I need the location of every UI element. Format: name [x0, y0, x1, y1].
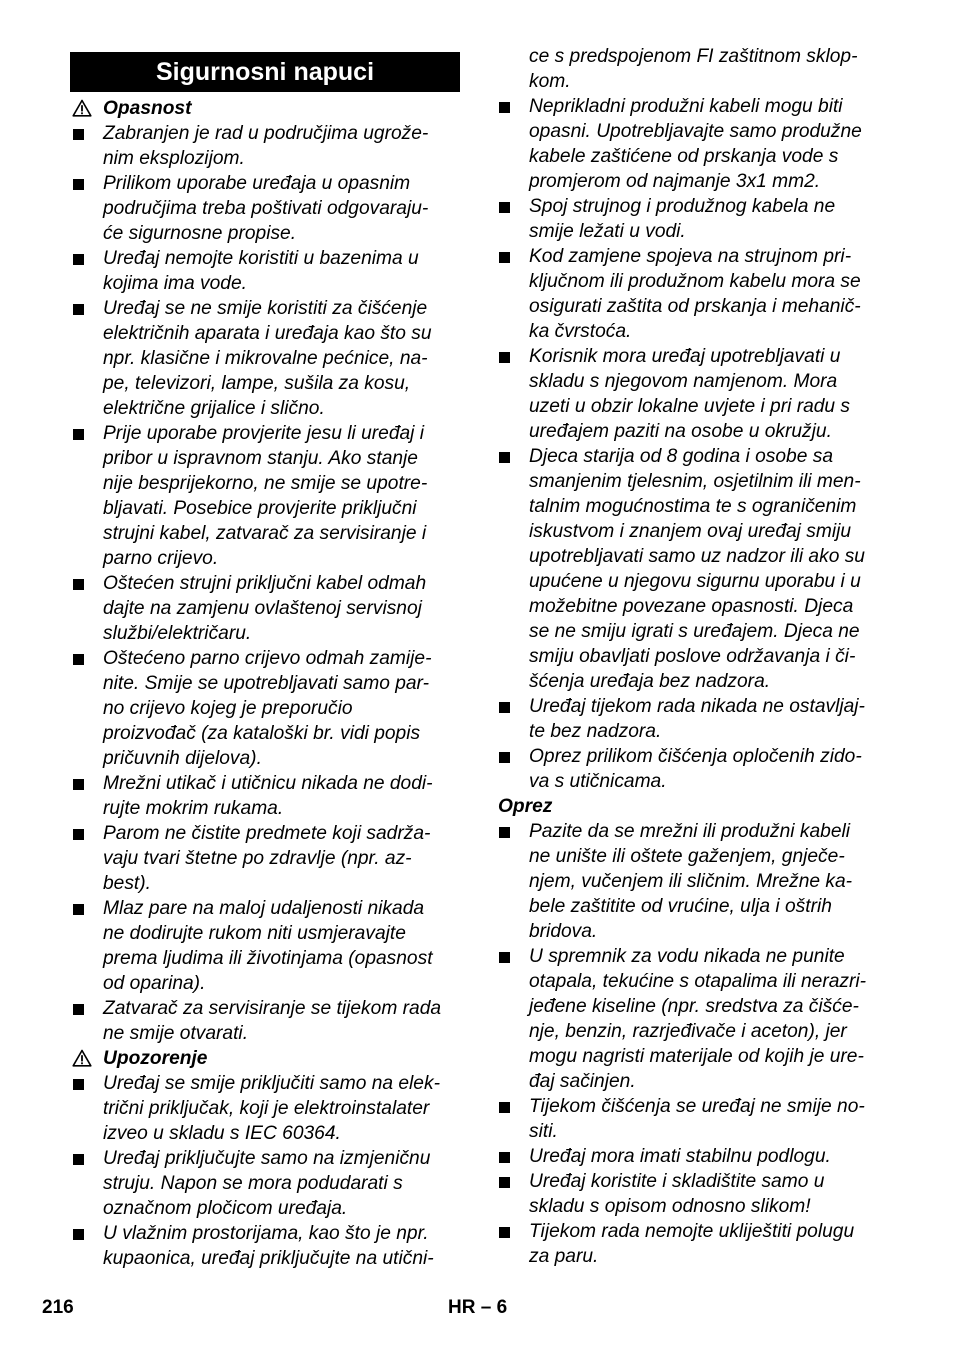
- list-item: [496, 944, 886, 1094]
- text-line: siti.: [529, 1121, 558, 1142]
- text-line: Uređaj koristite i skladištite samo u: [529, 1171, 825, 1192]
- list-item: [496, 1144, 886, 1169]
- text-line: će sigurnosne propise.: [103, 223, 297, 244]
- text-line: Prilikom uporabe uređaja u opasnim: [103, 173, 411, 194]
- text-line: Tijekom rada nemojte ukliještiti polugu: [529, 1221, 855, 1242]
- square-bullet-icon: [499, 1227, 510, 1238]
- text-line: ne unište ili oštete gaženjem, gnječe-: [529, 846, 845, 867]
- text-line: Oprez prilikom čišćenja opločenih zido-: [529, 746, 862, 767]
- list-item: [70, 1146, 460, 1221]
- text-line: izveo u skladu s IEC 60364.: [103, 1123, 341, 1144]
- square-bullet-icon: [499, 827, 510, 838]
- text-line: Oštećen strujni priključni kabel odmah: [103, 573, 427, 594]
- text-line: Zabranjen je rad u područjima ugrože-: [103, 123, 429, 144]
- text-line: prema ljudima ili životinjama (opasnost: [103, 948, 433, 969]
- text-line: bridova.: [529, 921, 598, 942]
- text-line: Upozorenje: [103, 1048, 208, 1069]
- text-line: njem, vučenjem ili sličnim. Mrežne ka-: [529, 871, 853, 892]
- square-bullet-icon: [73, 1079, 84, 1090]
- text-line: smiju obavljati poslove održavanja i či-: [529, 646, 856, 667]
- text-line: ključnom ili produžnom kabelu mora se: [529, 271, 861, 292]
- list-item: [70, 1221, 460, 1271]
- text-line: ce s predspojenom FI zaštitnom sklop-: [529, 46, 858, 67]
- text-line: kojima ima vode.: [103, 273, 247, 294]
- text-line: Uređaj nemojte koristiti u bazenima u: [103, 248, 419, 269]
- text-line: jeđene kiseline (npr. sredstva za čišće-: [529, 996, 859, 1017]
- text-line: Uređaj tijekom rada nikada ne ostavljaj-: [529, 696, 865, 717]
- square-bullet-icon: [499, 1152, 510, 1163]
- list-item: [496, 1094, 886, 1144]
- list-item: [70, 646, 460, 771]
- text-line: vaju tvari štetne po zdravlje (npr. az-: [103, 848, 412, 869]
- text-line: smije ležati u vodi.: [529, 221, 686, 242]
- square-bullet-icon: [499, 352, 510, 363]
- text-line: možebitne povezane opasnosti. Djeca: [529, 596, 854, 617]
- list-item: [496, 244, 886, 344]
- text-line: Korisnik mora uređaj upotrebljavati u: [529, 346, 841, 367]
- text-line: područjima treba poštivati odgovaraju-: [103, 198, 429, 219]
- text-line: opasni. Upotrebljavajte samo produžne: [529, 121, 862, 142]
- list-item: [496, 694, 886, 744]
- text-line: za paru.: [529, 1246, 599, 1267]
- text-line: skladu s opisom odnosno slikom!: [529, 1196, 811, 1217]
- text-line: proizvođač (za kataloški br. vidi popis: [103, 723, 421, 744]
- square-bullet-icon: [499, 252, 510, 263]
- text-line: te bez nadzora.: [529, 721, 662, 742]
- text-line: otapala, tekućine s otapalima ili nerazri-: [529, 971, 867, 992]
- text-line: Parom ne čistite predmete koji sadrža-: [103, 823, 431, 844]
- text-line: Djeca starija od 8 godina i osobe sa: [529, 446, 833, 467]
- list-item: [496, 444, 886, 694]
- text-line: struju. Napon se mora podudarati s: [103, 1173, 403, 1194]
- text-line: Oprez: [498, 796, 553, 817]
- square-bullet-icon: [73, 1004, 84, 1015]
- section-title: Sigurnosni napuci: [70, 52, 460, 92]
- text-line: nim eksplozijom.: [103, 148, 245, 169]
- text-line: pričuvnih dijelova).: [103, 748, 262, 769]
- square-bullet-icon: [499, 452, 510, 463]
- warning-heading: [70, 1046, 460, 1071]
- square-bullet-icon: [499, 1102, 510, 1113]
- warning-triangle-icon: [72, 1049, 92, 1067]
- text-line: Spoj strujnog i produžnog kabela ne: [529, 196, 836, 217]
- text-line: bljavati. Posebice provjerite priključni: [103, 498, 417, 519]
- text-line: Zatvarač za servisiranje se tijekom rada: [103, 998, 442, 1019]
- text-line: npr. klasične i mikrovalne pećnice, na-: [103, 348, 428, 369]
- text-line: uzeti u obzir lokalne uvjete i pri radu s: [529, 396, 851, 417]
- list-item: [496, 344, 886, 444]
- square-bullet-icon: [73, 1229, 84, 1240]
- text-line: dajte na zamjenu ovlaštenoj servisnoj: [103, 598, 422, 619]
- text-line: nje, benzin, razrjeđivače i aceton), jer: [529, 1021, 847, 1042]
- list-item: [70, 296, 460, 421]
- text-line: U vlažnim prostorijama, kao što je npr.: [103, 1223, 429, 1244]
- square-bullet-icon: [499, 702, 510, 713]
- text-line: Kod zamjene spojeva na strujnom pri-: [529, 246, 852, 267]
- text-line: Uređaj se smije priključiti samo na elek-: [103, 1073, 440, 1094]
- square-bullet-icon: [499, 202, 510, 213]
- list-item: [70, 121, 460, 171]
- text-line: strujni kabel, zatvarač za servisiranje i: [103, 523, 427, 544]
- square-bullet-icon: [499, 102, 510, 113]
- text-line: U spremnik za vodu nikada ne punite: [529, 946, 845, 967]
- text-line: promjerom od najmanje 3x1 mm2.: [529, 171, 821, 192]
- text-line: best).: [103, 873, 151, 894]
- text-line: ne smije otvarati.: [103, 1023, 249, 1044]
- text-line: službi/električaru.: [103, 623, 252, 644]
- list-item: [496, 94, 886, 194]
- text-line: talnim mogućnostima te s ograničenim: [529, 496, 857, 517]
- square-bullet-icon: [73, 304, 84, 315]
- list-item: [70, 421, 460, 571]
- warning-heading: [70, 96, 460, 121]
- text-line: šćenja uređaja bez nadzora.: [529, 671, 771, 692]
- list-item: [70, 821, 460, 896]
- square-bullet-icon: [73, 579, 84, 590]
- square-bullet-icon: [499, 952, 510, 963]
- list-item: [70, 896, 460, 996]
- text-line: iskustvom i znanjem ovaj uređaj smiju: [529, 521, 852, 542]
- text-line: trični priključak, koji je elektroinstalater: [103, 1098, 430, 1119]
- square-bullet-icon: [73, 429, 84, 440]
- text-line: va s utičnicama.: [529, 771, 667, 792]
- square-bullet-icon: [73, 829, 84, 840]
- text-line: no crijevo kojeg je preporučio: [103, 698, 353, 719]
- text-line: Uređaj mora imati stabilnu podlogu.: [529, 1146, 831, 1167]
- square-bullet-icon: [499, 752, 510, 763]
- list-item: [70, 246, 460, 296]
- text-line: upotrebljavati samo uz nadzor ili ako su: [529, 546, 865, 567]
- text-line: električne grijalice i slično.: [103, 398, 325, 419]
- square-bullet-icon: [73, 779, 84, 790]
- text-line: Prije uporabe provjerite jesu li uređaj i: [103, 423, 425, 444]
- text-line: Uređaj priključujte samo na izmjeničnu: [103, 1148, 431, 1169]
- text-line: označnom pločicom uređaja.: [103, 1198, 348, 1219]
- text-line: parno crijevo.: [103, 548, 219, 569]
- text-line: Opasnost: [103, 98, 192, 119]
- text-line: električnih aparata i uređaja kao što su: [103, 323, 432, 344]
- text-line: nite. Smije se upotrebljavati samo par-: [103, 673, 429, 694]
- square-bullet-icon: [73, 254, 84, 265]
- text-line: kabele zaštićene od prskanja vode s: [529, 146, 839, 167]
- square-bullet-icon: [499, 1177, 510, 1188]
- square-bullet-icon: [73, 129, 84, 140]
- text-line: Pazite da se mrežni ili produžni kabeli: [529, 821, 851, 842]
- text-line: Tijekom čišćenja se uređaj ne smije no-: [529, 1096, 865, 1117]
- text-line: od oparina).: [103, 973, 206, 994]
- text-line: kom.: [529, 71, 571, 92]
- list-item: [496, 744, 886, 794]
- list-item: [70, 771, 460, 821]
- text-line: ne dodirujte rukom niti usmjeravajte: [103, 923, 406, 944]
- caution-heading: [496, 794, 886, 819]
- text-line: rujte mokrim rukama.: [103, 798, 284, 819]
- page-number: 216: [42, 1297, 74, 1318]
- text-line: Oštećeno parno crijevo odmah zamije-: [103, 648, 432, 669]
- text-line: uređajem paziti na osobe u okružju.: [529, 421, 832, 442]
- list-item: [70, 571, 460, 646]
- page-code: HR – 6: [448, 1297, 508, 1318]
- square-bullet-icon: [73, 1154, 84, 1165]
- text-line: osigurati zaštita od prskanja i mehanič-: [529, 296, 861, 317]
- list-item: [496, 194, 886, 244]
- list-item-continuation: [496, 44, 886, 94]
- text-line: smanjenim tjelesnim, osjetilnim ili men-: [529, 471, 861, 492]
- text-line: Uređaj se ne smije koristiti za čišćenje: [103, 298, 428, 319]
- text-line: nije besprijekorno, ne smije se upotre-: [103, 473, 428, 494]
- left-column: [70, 44, 460, 1271]
- list-item: [70, 1071, 460, 1146]
- text-line: upućene u njegovu sigurnu uporabu i u: [529, 571, 861, 592]
- text-line: Mrežni utikač i utičnicu nikada ne dodi-: [103, 773, 433, 794]
- list-item: [496, 1169, 886, 1219]
- text-line: đaj sačinjen.: [529, 1071, 636, 1092]
- square-bullet-icon: [73, 904, 84, 915]
- list-item: [70, 171, 460, 246]
- right-column: [496, 44, 886, 1269]
- text-line: pe, televizori, lampe, sušila za kosu,: [103, 373, 411, 394]
- text-line: Mlaz pare na maloj udaljenosti nikada: [103, 898, 425, 919]
- text-line: kupaonica, uređaj priključujte na utični-: [103, 1248, 434, 1269]
- square-bullet-icon: [73, 654, 84, 665]
- text-line: bele zaštitite od vrućine, ulja i oštrih: [529, 896, 832, 917]
- text-line: mogu nagristi materijale od kojih je ure-: [529, 1046, 864, 1067]
- text-line: Neprikladni produžni kabeli mogu biti: [529, 96, 843, 117]
- text-line: se ne smiju igrati s uređajem. Djeca ne: [529, 621, 860, 642]
- list-item: [496, 1219, 886, 1269]
- text-line: pribor u ispravnom stanju. Ako stanje: [103, 448, 418, 469]
- warning-triangle-icon: [72, 99, 92, 117]
- list-item: [70, 996, 460, 1046]
- text-line: skladu s njegovom namjenom. Mora: [529, 371, 838, 392]
- list-item: [496, 819, 886, 944]
- square-bullet-icon: [73, 179, 84, 190]
- text-line: ka čvrstoća.: [529, 321, 632, 342]
